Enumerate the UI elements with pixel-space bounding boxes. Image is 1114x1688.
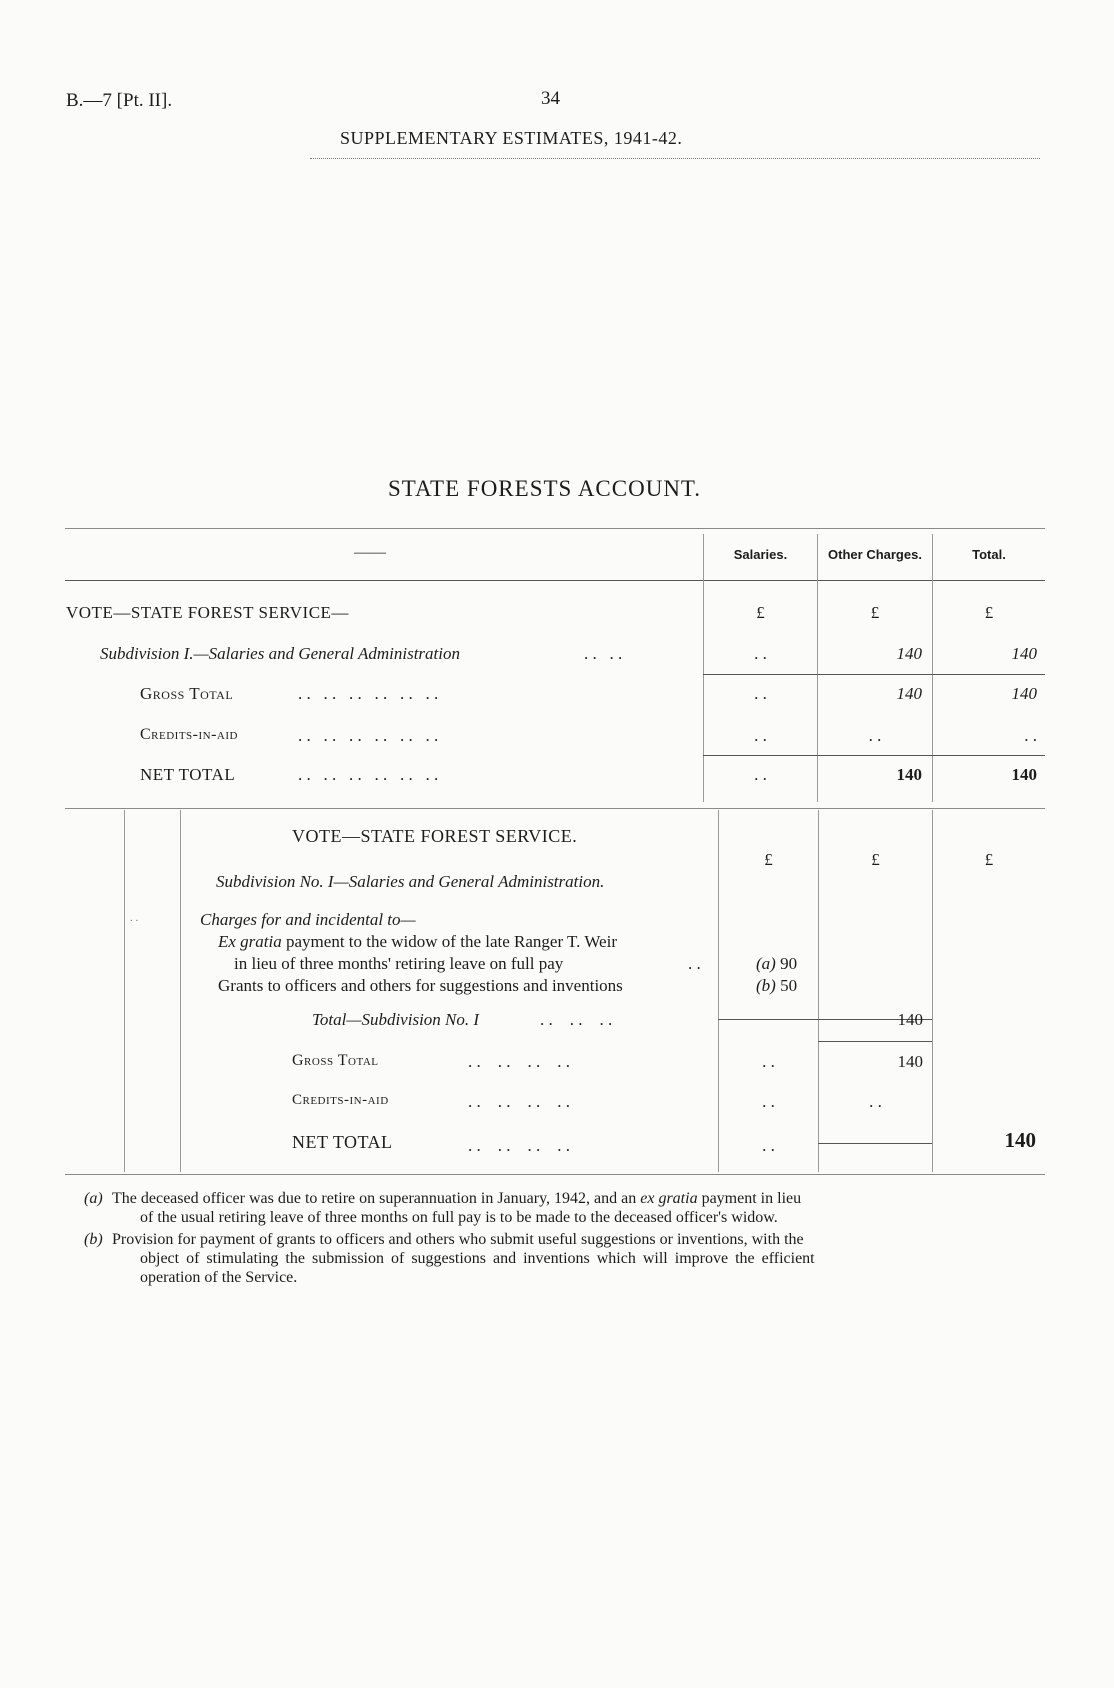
leader-dots: . . . . . . [540, 1010, 613, 1029]
summary-currency: £ [756, 603, 765, 622]
detail-subdivision-heading: Subdivision No. I—Salaries and General Administration. [216, 872, 605, 891]
summary-subdivision-salaries: . . [754, 644, 767, 663]
detail-sum-rule [818, 1143, 932, 1144]
summary-net-other: 140 [896, 765, 922, 784]
summary-subdivision-other: 140 [896, 644, 922, 663]
item1-amount: (a) 90 [756, 954, 798, 973]
item2-amount: (b) 50 [756, 976, 798, 995]
summary-subdivision-total: 140 [1011, 644, 1037, 663]
detail-top-rule [65, 808, 1045, 809]
detail-bottom-rule [65, 1174, 1045, 1175]
summary-net-total: 140 [1011, 765, 1037, 784]
summary-header-rule [65, 580, 1045, 581]
leader-dots: . . . . . . . . . . . . [298, 726, 439, 745]
detail-gross-total-label: Gross Total [292, 1052, 379, 1069]
item1-line2: in lieu of three months' retiring leave on full pay [234, 954, 564, 973]
detail-subtotal-label: Total—Subdivision No. I [312, 1010, 480, 1029]
footnote-b-line1: Provision for payment of grants to officers and others who submit useful suggestions or inventions, with the [112, 1231, 804, 1248]
detail-col-divider [180, 810, 181, 1172]
header-rule [310, 158, 1040, 159]
summary-col-divider [817, 534, 818, 802]
summary-credits-label: Credits-in-aid [140, 726, 238, 743]
summary-credits-total: . . [1024, 726, 1037, 745]
detail-subtotal-value: 140 [897, 1010, 923, 1029]
summary-subdivision-label: Subdivision I.—Salaries and General Administration [100, 644, 460, 663]
summary-sum-rule [703, 755, 1045, 756]
footnote-b-line3: operation of the Service. [140, 1269, 298, 1286]
summary-net-salaries: . . [754, 765, 767, 784]
salaries-column-header: Salaries. [733, 547, 788, 562]
leader-dots: . . . . . . . . [468, 1136, 570, 1155]
summary-col-divider [703, 534, 704, 802]
summary-credits-salaries: . . [754, 726, 767, 745]
running-title: SUPPLEMENTARY ESTIMATES, 1941-42. [340, 128, 683, 148]
item1-line1: Ex gratia payment to the widow of the late Ranger T. Weir [218, 932, 617, 951]
footnote-a-line1: The deceased officer was due to retire on superannuation in January, 1942, and an ex gratia payment in lieu [112, 1190, 802, 1207]
detail-credits-label: Credits-in-aid [292, 1092, 389, 1108]
summary-col-divider [932, 534, 933, 802]
document-reference: B.—7 [Pt. II]. [66, 90, 173, 111]
detail-net-value: 140 [1004, 1128, 1036, 1152]
item2-line: Grants to officers and others for suggestions and inventions [218, 976, 623, 995]
summary-currency: £ [984, 603, 994, 622]
summary-gross-total-label: Gross Total [140, 684, 234, 703]
summary-gross-salaries: . . [754, 684, 767, 703]
detail-currency: £ [984, 850, 994, 869]
summary-net-total-label: NET TOTAL [140, 765, 236, 784]
summary-credits-other: . . [868, 726, 882, 745]
detail-credits-salaries: . . [762, 1092, 775, 1111]
summary-top-rule [65, 528, 1045, 529]
summary-sum-rule [703, 674, 1045, 675]
detail-credits-value: . . [869, 1092, 882, 1111]
total-column-header: Total. [972, 547, 1006, 562]
detail-col-divider [124, 810, 125, 1172]
footnote-a-line2: of the usual retiring leave of three months on full pay is to be made to the deceased officer's widow. [140, 1209, 778, 1226]
leader-dots: . . . . . . . . [468, 1092, 570, 1111]
leader-dots: . . . . . . . . . . . . [298, 765, 439, 784]
footnote-b-label: (b) [84, 1231, 103, 1248]
side-mark: . . [130, 912, 139, 924]
footnote-a-label: (a) [84, 1190, 103, 1207]
summary-vote-label: VOTE—STATE FOREST SERVICE— [66, 603, 349, 622]
detail-net-salaries: . . [762, 1136, 775, 1155]
summary-currency: £ [870, 603, 880, 622]
summary-gross-total: 140 [1011, 684, 1037, 703]
detail-currency: £ [764, 850, 773, 869]
summary-gross-other: 140 [896, 684, 922, 703]
detail-net-total-label: NET TOTAL [292, 1132, 393, 1152]
leader-dots: . . . . . . . . . . . . [298, 684, 439, 703]
detail-vote-heading: VOTE—STATE FOREST SERVICE. [292, 826, 578, 846]
leader-dots: . . [688, 954, 701, 973]
charges-heading: Charges for and incidental to— [200, 910, 416, 929]
page-title: STATE FORESTS ACCOUNT. [388, 476, 702, 501]
other-charges-column-header: Other Charges. [828, 547, 922, 562]
footnote-b-line2: object of stimulating the submission of suggestions and inventions which will improve the efficient [140, 1250, 815, 1267]
leader-dots: . . . . [584, 644, 623, 663]
detail-gross-value: 140 [897, 1052, 923, 1071]
page-number: 34 [541, 88, 560, 109]
detail-currency: £ [871, 850, 880, 869]
summary-description-header: —— [354, 544, 386, 561]
detail-gross-salaries: . . [762, 1052, 775, 1071]
leader-dots: . . . . . . . . [468, 1052, 570, 1071]
detail-sum-rule [818, 1041, 932, 1042]
